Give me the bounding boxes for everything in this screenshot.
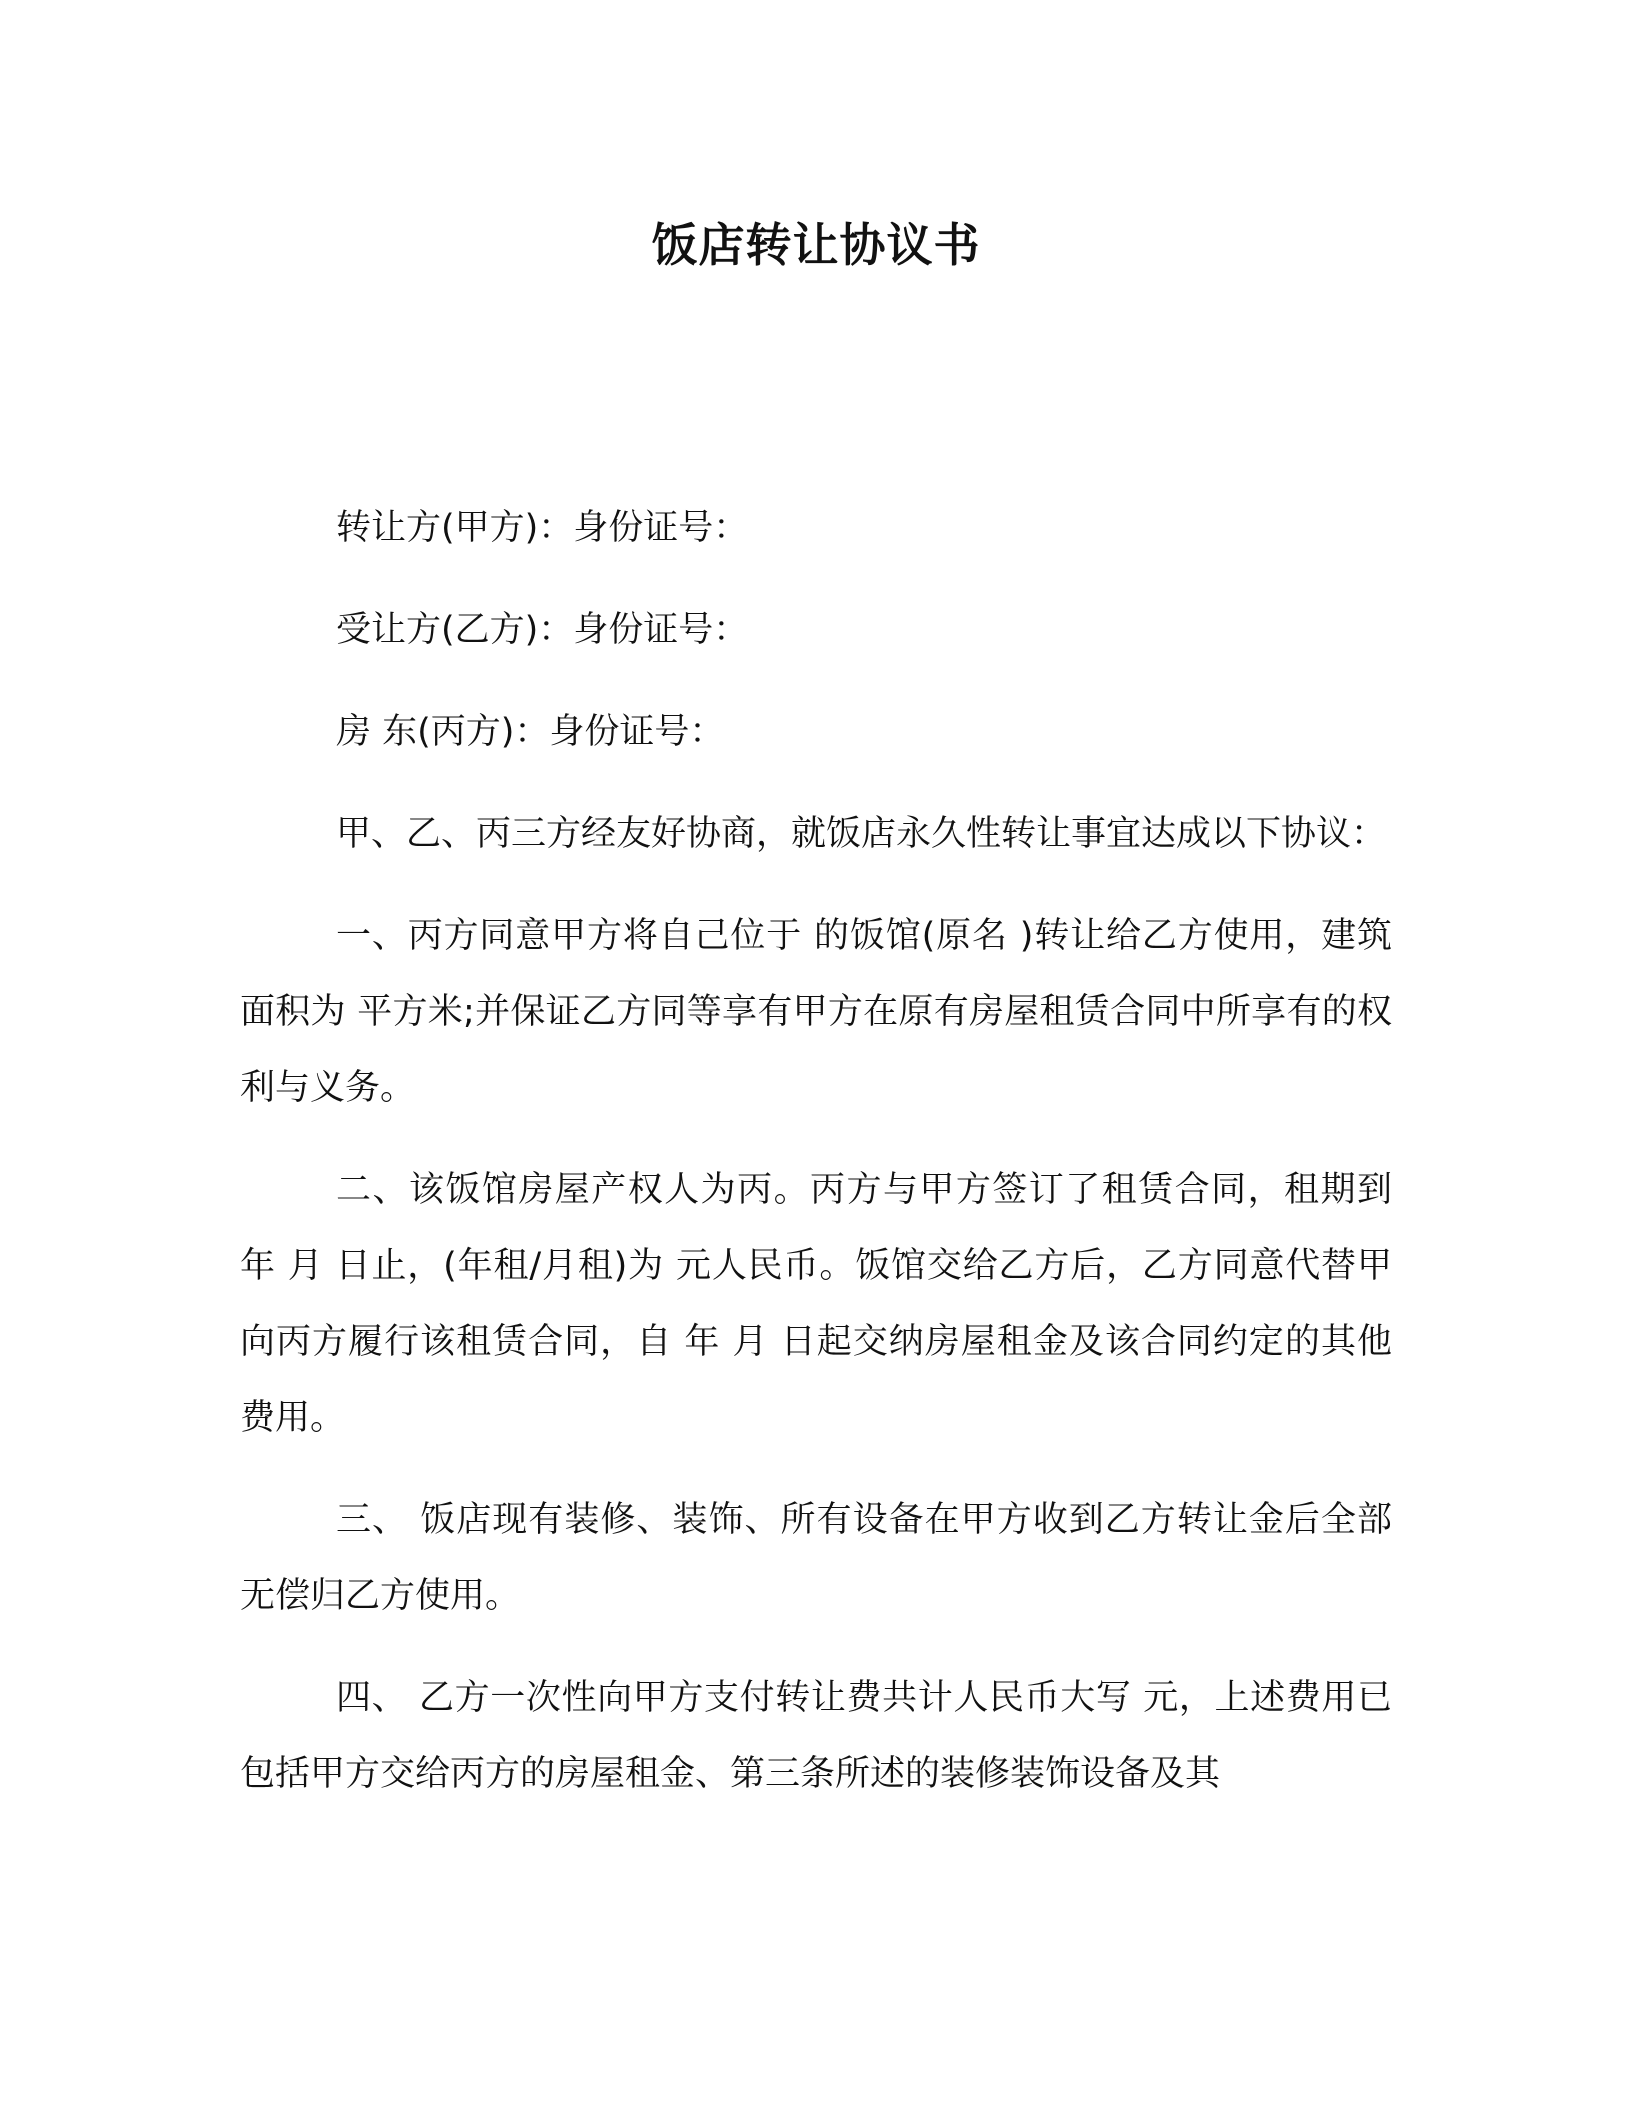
party-transferor: 转让方(甲方)：身份证号： xyxy=(336,508,749,548)
clause-4: 四、 乙方一次性向甲方支付转让费共计人民币大写 元，上述费用已包括甲方交给丙方的房屋租金、第三条所述的装修装饰设备及其 xyxy=(240,1678,1392,1794)
party-transferee: 受让方(乙方)：身份证号： xyxy=(336,610,749,650)
clause-1: 一、丙方同意甲方将自己位于 的饭馆(原名 )转让给乙方使用，建筑面积为 平方米;并保证乙方同等享有甲方在原有房屋租赁合同中所享有的权利与义务。 xyxy=(240,916,1392,1108)
clause-2: 二、该饭馆房屋产权人为丙。丙方与甲方签订了租赁合同，租期到 年 月 日止，(年租/月租)为 元人民币。饭馆交给乙方后，乙方同意代替甲向丙方履行该租赁合同，自 年 月 日起交纳房屋租金及该合同约定的其他费用。 xyxy=(240,1170,1392,1438)
party-landlord: 房 东(丙方)：身份证号： xyxy=(336,712,725,752)
preamble-paragraph: 甲、乙、丙三方经友好协商，就饭店永久性转让事宜达成以下协议： xyxy=(336,814,1387,854)
document-title: 饭店转让协议书 xyxy=(651,218,981,272)
clause-3: 三、 饭店现有装修、装饰、所有设备在甲方收到乙方转让金后全部无偿归乙方使用。 xyxy=(240,1500,1392,1616)
document-body xyxy=(240,490,1392,1838)
